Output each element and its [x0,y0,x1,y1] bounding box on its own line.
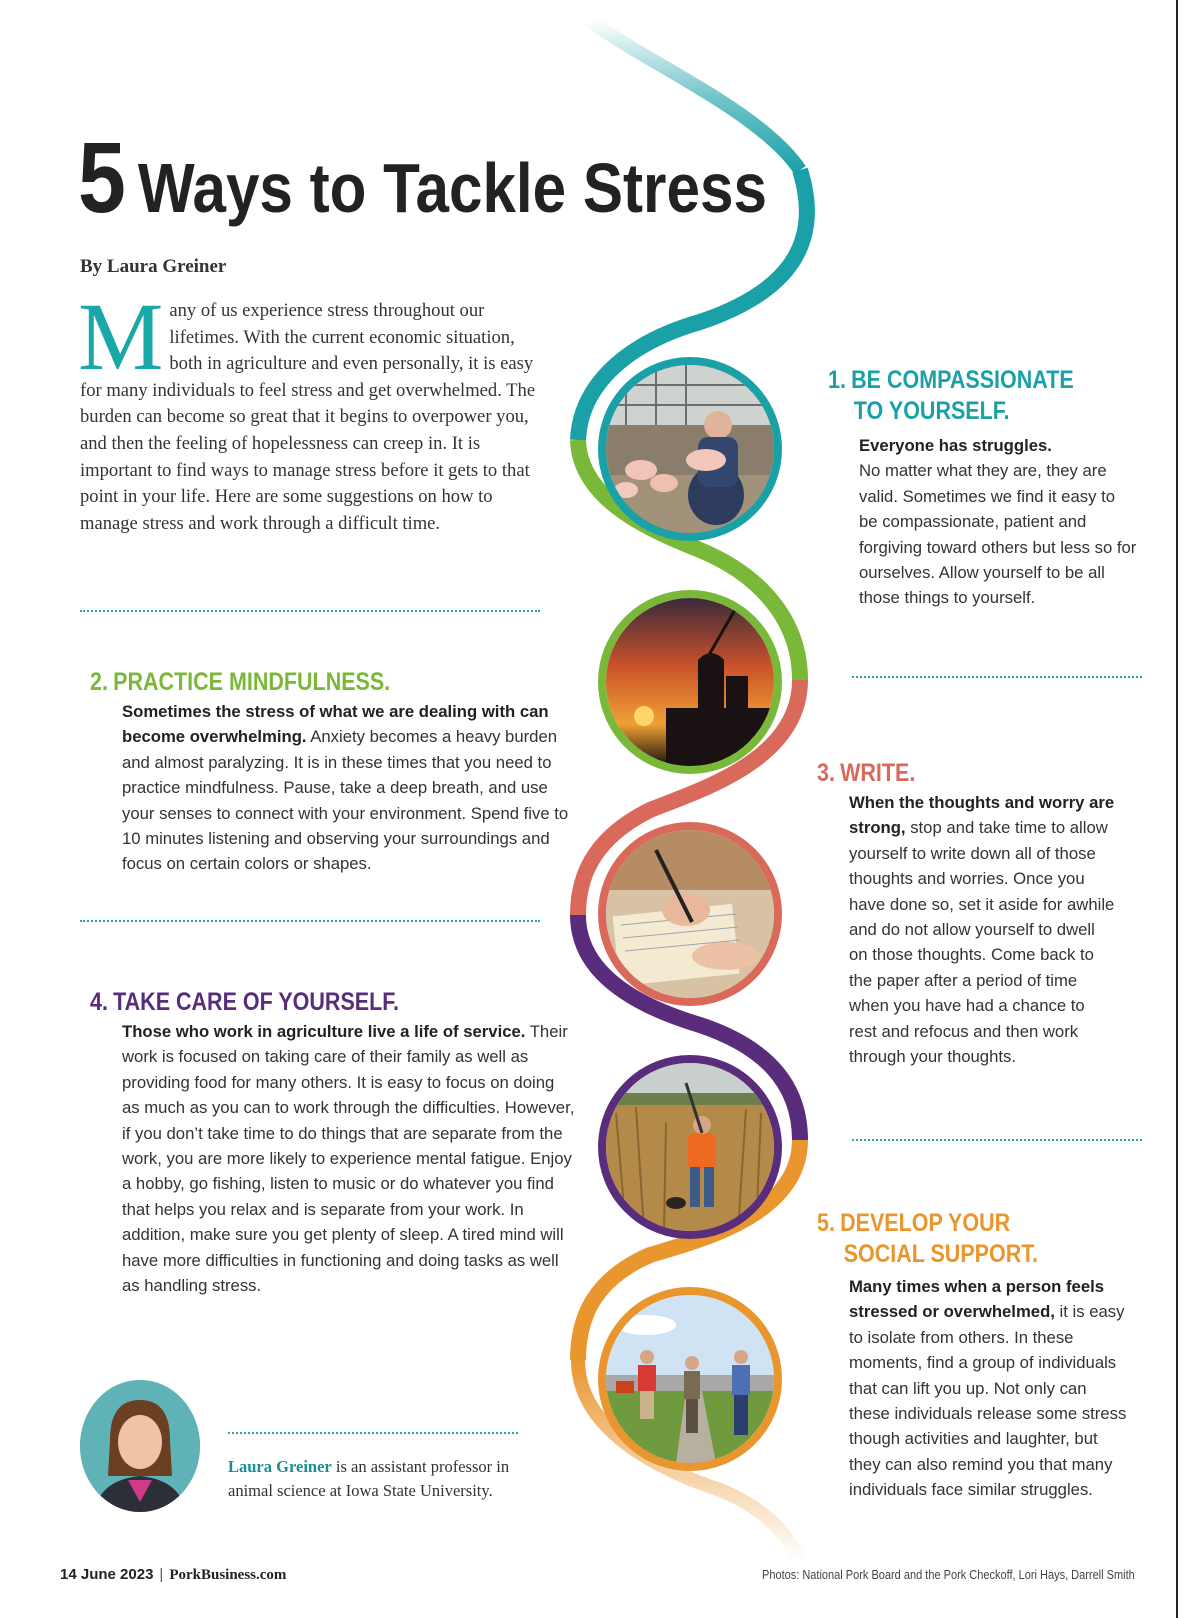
author-name: Laura Greiner [228,1457,332,1476]
divider-tip3 [852,1139,1142,1141]
tip-2-title: PRACTICE MINDFULNESS. [113,668,391,696]
tip-4-body [122,1019,575,1298]
article-title [78,122,767,234]
tip-4-text: Their work is focused on taking care of their family as well as providing food for many others. It is easy to focus on doing as much as you can to work through the difficulties. However, if you don’t take time to do things that are separate from the work, you are more likely to experience mental fatigue. Enjoy a hobby, go fishing, listen to music or do whatever you find that helps you relax and is separate from your work. In addition, make sure you get plenty of sleep. A tired mind will have more difficulties in functioning and doing tasks as well as handling stress. [122,1022,575,1296]
author-bio [228,1455,548,1503]
divider-tip1 [852,676,1142,678]
tip-2 [90,667,580,877]
site-name: PorkBusiness.com [169,1567,287,1583]
author-headshot [80,1380,200,1512]
tip-5 [817,1208,1127,1503]
tip-1-title-line2: TO YOURSELF. [853,397,1010,425]
farmers-talking-photo [598,1287,782,1471]
tip-1-heading-line2 [828,396,1095,427]
sunset-silo-photo [598,590,782,774]
tip-2-heading [90,667,511,698]
tip-5-title-line2: SOCIAL SUPPORT. [843,1240,1038,1268]
tip-1-lead: Everyone has struggles. [859,436,1052,455]
tip-2-body [122,699,580,877]
issue-date: June 2023 [80,1566,154,1583]
hunter-cornfield-photo [598,1055,782,1239]
page-number: 14 [60,1566,77,1583]
tip-1-number: 1. [828,366,846,394]
drop-cap: M [78,283,164,390]
tip-5-heading [817,1208,1084,1239]
footer-separator: | [159,1566,164,1583]
divider-author [228,1432,518,1434]
intro-text: any of us experience stress throughout our lifetimes. With the current economic situation, both in agriculture and even personally, it is easy for many individuals to feel stress and get overwhelmed. The burden can become so great that it begins to overpower you, and then the feeling of hopelessness can creep in. It is important to find ways to manage stress before it gets to that point in your life. Here are some suggestions on how to manage stress and work through a difficult time. [80,300,536,534]
tip-2-number: 2. [90,668,108,696]
tip-4 [90,987,575,1298]
tip-1 [828,365,1138,611]
byline: By Laura Greiner [80,256,227,277]
tip-1-title-line1: BE COMPASSIONATE [851,366,1074,394]
title-text: Ways to Tackle Stress [137,149,767,227]
tip-1-heading [828,365,1095,396]
tip-2-text: Anxiety becomes a heavy burden and almost paralyzing. It is in these times that you need to practice mindfulness. Pause, take a deep breath, and use your senses to connect with your environment. Spend five to 10 minutes listening and observing your surroundings and focus on certain colors or shapes. [122,727,569,874]
page-footer [60,1566,286,1584]
tip-1-text: No matter what they are, they are valid. Sometimes we find it easy to be compassionate, patient and forgiving toward others but less so for ourselves. Allow yourself to be all those things to yourself. [859,461,1137,608]
handwriting-photo [598,822,782,1006]
tip-5-number: 5. [817,1209,835,1237]
author-bio-text: is an assistant professor in animal science at Iowa State University. [228,1457,510,1500]
tip-4-title: TAKE CARE OF YOURSELF. [113,988,399,1016]
tip-3-lead: When the thoughts and worry are strong, [849,793,1115,838]
tip-2-lead: Sometimes the stress of what we are dealing with can become overwhelming. [122,702,549,747]
tip-4-number: 4. [90,988,108,1016]
tip-3-text: stop and take time to allow yourself to write down all of those thoughts and worries. Once you have done so, set it aside for awhile and do not allow yourself to dwell on those thoughts. Come back to the paper after a period of time when you have had a chance to rest and refocus and then work through your thoughts. [849,818,1115,1067]
pig-farmer-photo [598,357,782,541]
tip-5-lead: Many times when a person feels stressed or overwhelmed, [849,1277,1105,1322]
tip-4-heading [90,987,507,1018]
tip-5-text: it is easy to isolate from others. In these moments, find a group of individuals that can lift you up. Not only can these individuals release some stress though activities and laughter, but they can also remind you that many individuals face similar struggles. [849,1302,1127,1500]
tip-3-body [849,790,1117,1069]
tip-1-body [859,433,1138,611]
tip-3-heading [817,758,1075,789]
tip-3 [817,758,1117,1069]
tip-4-lead: Those who work in agriculture live a life of service. [122,1022,526,1041]
title-number: 5 [78,122,126,234]
divider-tip2 [80,920,540,922]
tip-3-title: WRITE. [840,759,916,787]
tip-3-number: 3. [817,759,835,787]
tip-5-title-line1: DEVELOP YOUR [840,1209,1011,1237]
intro-paragraph [78,283,550,537]
tip-5-heading-line2 [817,1239,1084,1270]
divider-intro [80,610,540,612]
tip-5-body [849,1274,1127,1503]
photo-credits: Photos: National Pork Board and the Pork Checkoff, Lori Hays, Darrell Smith [762,1568,1135,1582]
